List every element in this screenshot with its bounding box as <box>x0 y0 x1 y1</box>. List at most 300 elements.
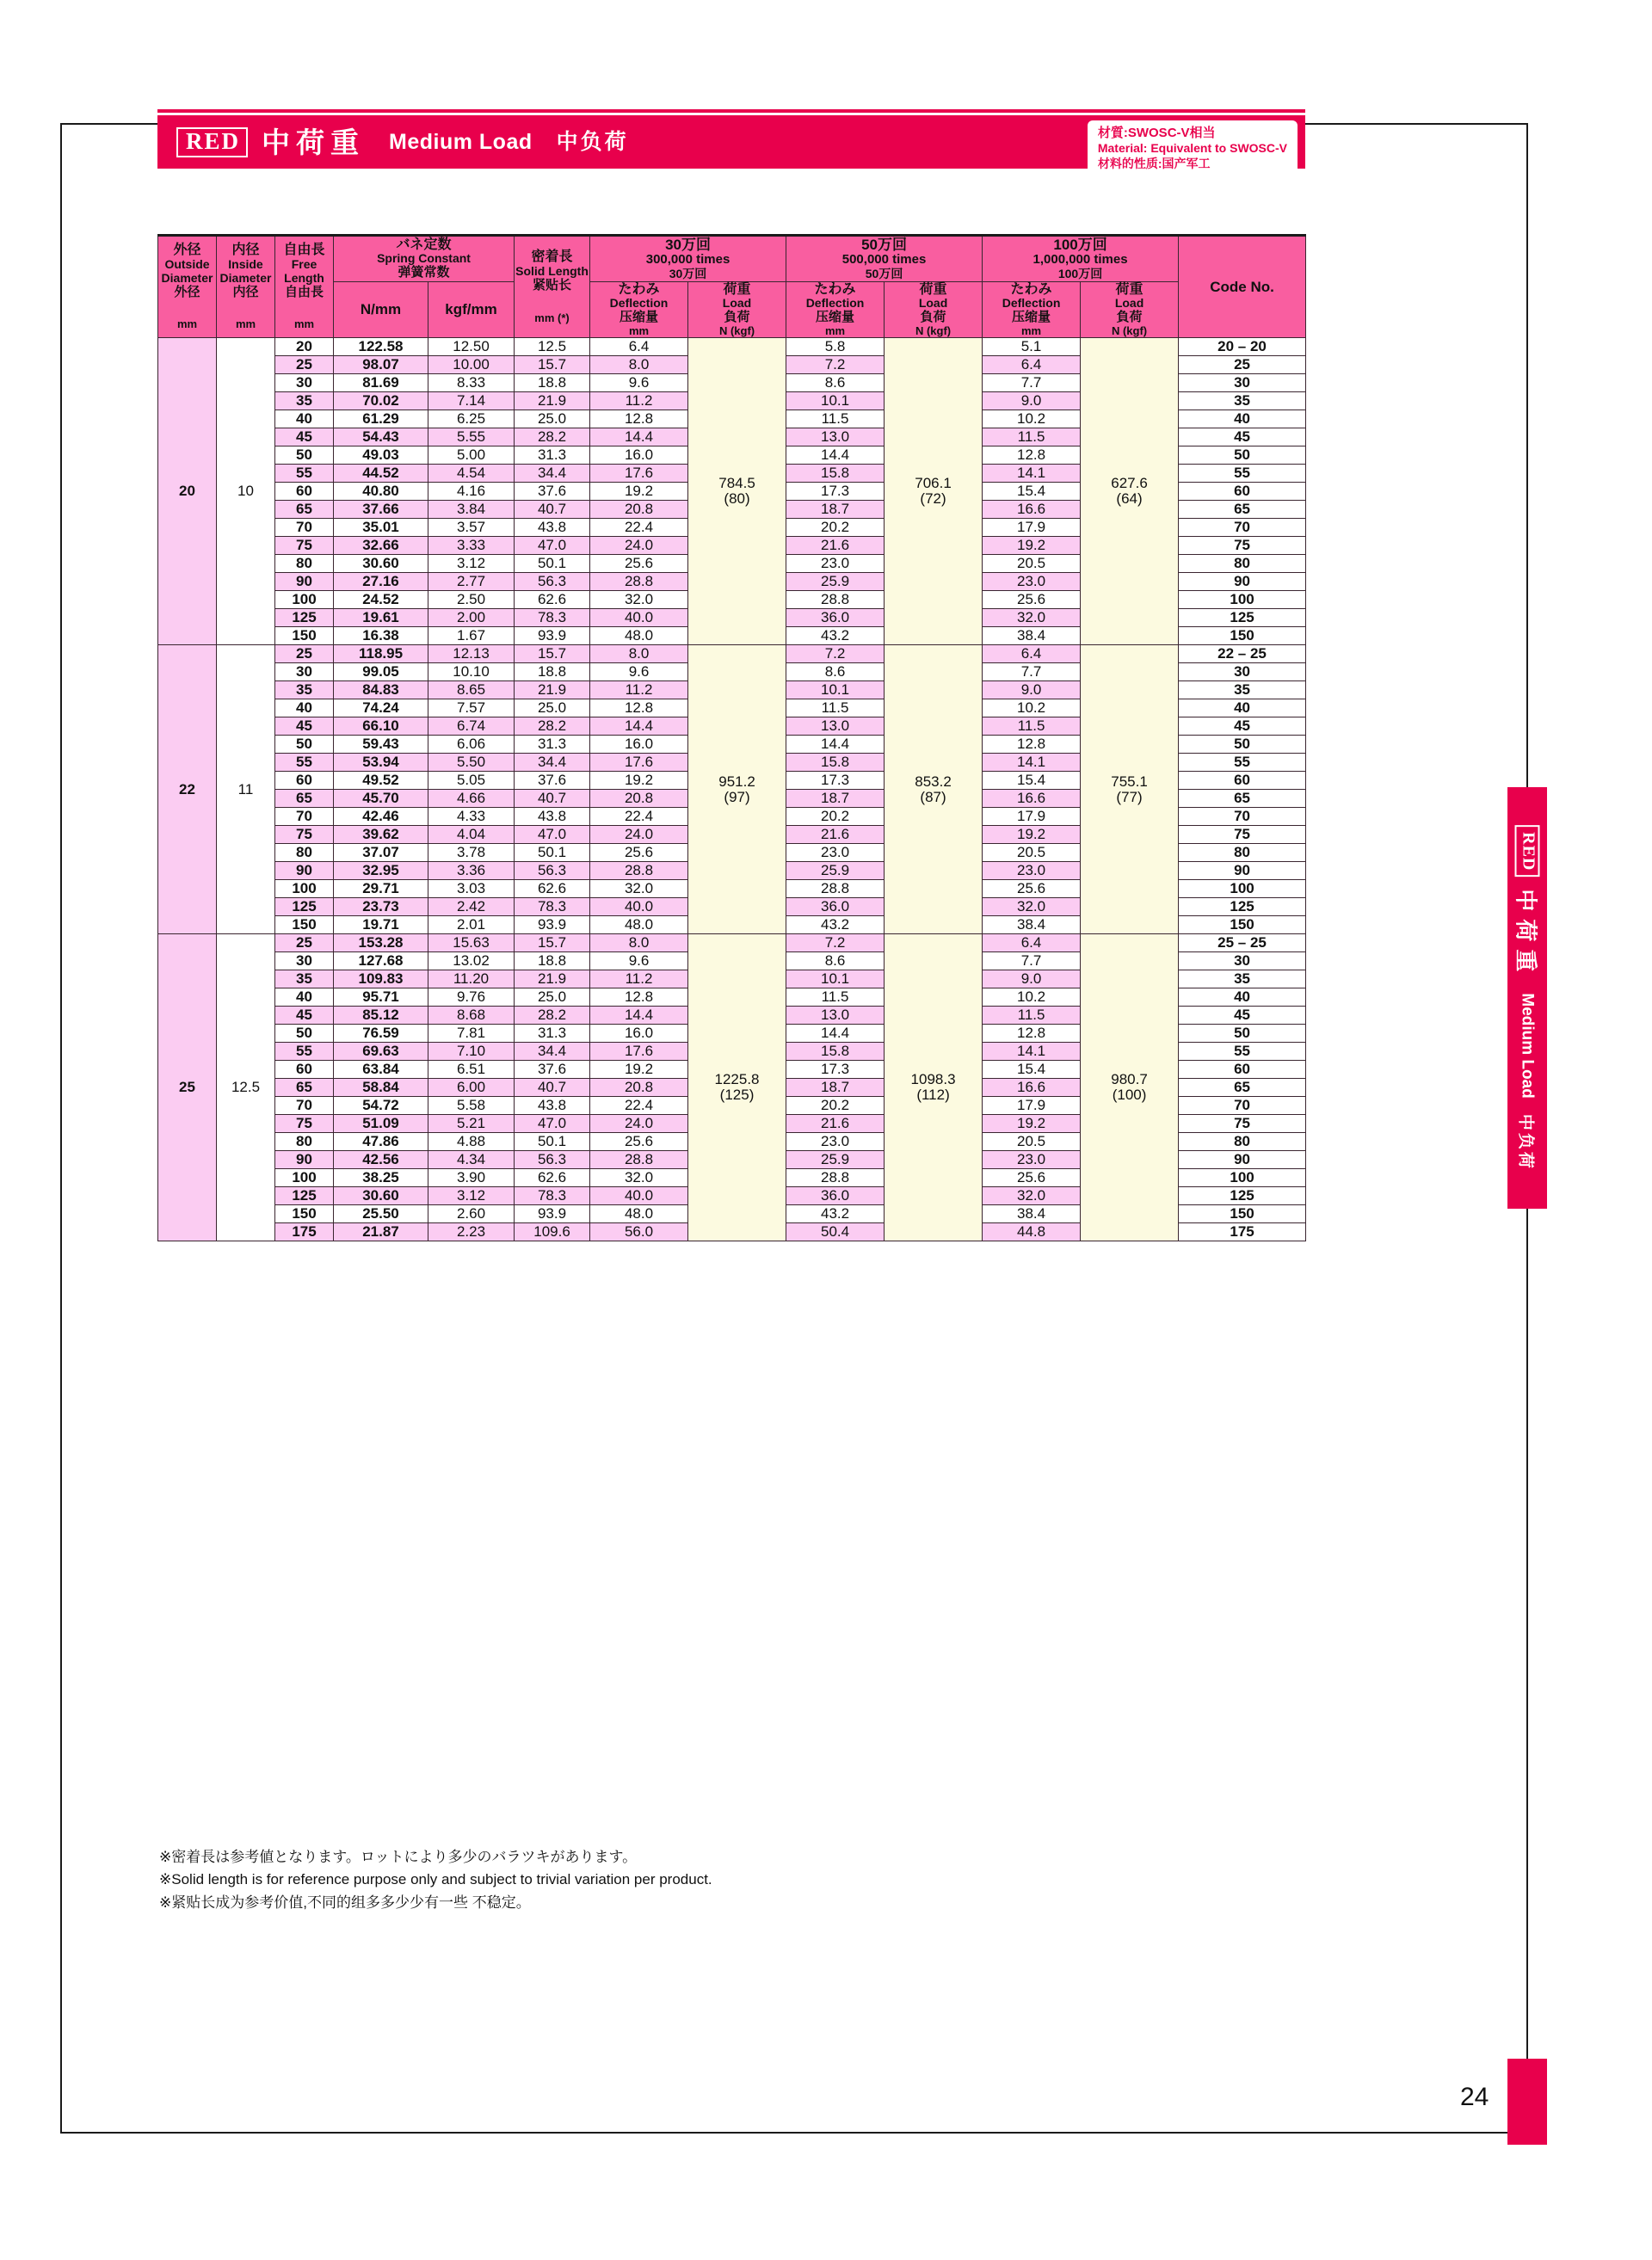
cell-code-no: 75 <box>1179 537 1306 555</box>
cell-spring-constant-n: 42.46 <box>334 808 428 826</box>
cell-free-length: 60 <box>275 483 334 501</box>
cell-code-no: 90 <box>1179 573 1306 591</box>
cell-deflection-500k: 10.1 <box>786 392 885 410</box>
side-tab-title-cn: 中负荷 <box>1516 1113 1535 1171</box>
cell-inside-diameter: 12.5 <box>217 934 275 1241</box>
cell-deflection-500k: 21.6 <box>786 826 885 844</box>
cell-deflection-1000k: 25.6 <box>983 880 1081 898</box>
cell-deflection-1000k: 32.0 <box>983 609 1081 627</box>
cell-spring-constant-kgf: 3.78 <box>428 844 515 862</box>
cell-free-length: 40 <box>275 988 334 1007</box>
cell-spring-constant-n: 16.38 <box>334 627 428 645</box>
cell-spring-constant-kgf: 3.36 <box>428 862 515 880</box>
sc-en: Spring Constant <box>377 251 471 266</box>
cell-spring-constant-kgf: 8.65 <box>428 681 515 699</box>
cell-deflection-500k: 36.0 <box>786 1187 885 1205</box>
c1000-en: 1,000,000 times <box>1032 252 1128 268</box>
cell-solid-length: 50.1 <box>515 844 590 862</box>
cell-free-length: 50 <box>275 1025 334 1043</box>
cell-deflection-300k: 14.4 <box>590 1007 688 1025</box>
cell-solid-length: 47.0 <box>515 1115 590 1133</box>
cell-solid-length: 25.0 <box>515 410 590 428</box>
cell-deflection-1000k: 23.0 <box>983 1151 1081 1169</box>
cell-deflection-500k: 10.1 <box>786 970 885 988</box>
cell-free-length: 100 <box>275 880 334 898</box>
cell-code-no: 125 <box>1179 609 1306 627</box>
cell-code-no: 75 <box>1179 826 1306 844</box>
cell-free-length: 150 <box>275 627 334 645</box>
cell-spring-constant-kgf: 4.66 <box>428 790 515 808</box>
cell-spring-constant-kgf: 5.05 <box>428 772 515 790</box>
cell-solid-length: 40.7 <box>515 501 590 519</box>
cell-spring-constant-n: 81.69 <box>334 374 428 392</box>
fl-cn: 自由長 <box>284 284 324 299</box>
cell-deflection-300k: 17.6 <box>590 754 688 772</box>
cell-deflection-500k: 11.5 <box>786 410 885 428</box>
cell-free-length: 80 <box>275 844 334 862</box>
cell-code-no: 45 <box>1179 1007 1306 1025</box>
cell-deflection-1000k: 14.1 <box>983 465 1081 483</box>
cell-code-no: 35 <box>1179 392 1306 410</box>
cell-solid-length: 56.3 <box>515 862 590 880</box>
c300-jp: 30万回 <box>665 237 711 253</box>
cell-spring-constant-kgf: 8.68 <box>428 1007 515 1025</box>
cell-solid-length: 78.3 <box>515 609 590 627</box>
cell-deflection-1000k: 15.4 <box>983 772 1081 790</box>
cell-free-length: 80 <box>275 555 334 573</box>
cell-deflection-1000k: 7.7 <box>983 374 1081 392</box>
col-deflection-500k: たわみ Deflection 压缩量 mm <box>786 281 885 338</box>
cell-code-no: 125 <box>1179 898 1306 916</box>
cell-free-length: 50 <box>275 736 334 754</box>
c300-en: 300,000 times <box>645 252 730 268</box>
cell-spring-constant-kgf: 5.50 <box>428 754 515 772</box>
cell-spring-constant-n: 66.10 <box>334 717 428 736</box>
cell-deflection-500k: 25.9 <box>786 1151 885 1169</box>
cell-deflection-300k: 11.2 <box>590 970 688 988</box>
cell-deflection-500k: 7.2 <box>786 934 885 952</box>
banner-title-cn: 中负荷 <box>556 129 629 154</box>
cell-outside-diameter: 25 <box>158 934 217 1241</box>
cell-code-no: 60 <box>1179 483 1306 501</box>
cell-spring-constant-kgf: 2.23 <box>428 1223 515 1241</box>
cell-deflection-500k: 13.0 <box>786 1007 885 1025</box>
cell-free-length: 90 <box>275 1151 334 1169</box>
cell-spring-constant-kgf: 5.21 <box>428 1115 515 1133</box>
cell-solid-length: 78.3 <box>515 1187 590 1205</box>
cell-load-1000k: 755.1 (77) <box>1081 645 1179 934</box>
cell-deflection-500k: 18.7 <box>786 501 885 519</box>
cell-spring-constant-n: 54.43 <box>334 428 428 446</box>
cell-spring-constant-n: 19.71 <box>334 916 428 934</box>
cell-code-no: 100 <box>1179 880 1306 898</box>
cell-inside-diameter: 10 <box>217 338 275 645</box>
cell-deflection-300k: 19.2 <box>590 1061 688 1079</box>
cell-spring-constant-kgf: 11.20 <box>428 970 515 988</box>
cell-solid-length: 50.1 <box>515 555 590 573</box>
cell-code-no: 55 <box>1179 1043 1306 1061</box>
cell-solid-length: 43.8 <box>515 1097 590 1115</box>
cell-spring-constant-n: 95.71 <box>334 988 428 1007</box>
cell-code-no: 40 <box>1179 410 1306 428</box>
cell-solid-length: 47.0 <box>515 537 590 555</box>
cell-free-length: 25 <box>275 356 334 374</box>
cell-deflection-500k: 15.8 <box>786 465 885 483</box>
col-cycles-300k <box>590 236 786 282</box>
cell-deflection-500k: 23.0 <box>786 1133 885 1151</box>
cell-spring-constant-n: 19.61 <box>334 609 428 627</box>
c300-cn: 30万回 <box>669 266 707 280</box>
cell-spring-constant-n: 118.95 <box>334 645 428 663</box>
cell-solid-length: 25.0 <box>515 988 590 1007</box>
cell-spring-constant-n: 42.56 <box>334 1151 428 1169</box>
cell-solid-length: 93.9 <box>515 627 590 645</box>
cell-free-length: 90 <box>275 573 334 591</box>
cell-deflection-300k: 9.6 <box>590 952 688 970</box>
cell-spring-constant-n: 51.09 <box>334 1115 428 1133</box>
footnotes <box>159 1846 712 1914</box>
cell-spring-constant-kgf: 7.10 <box>428 1043 515 1061</box>
cell-spring-constant-n: 25.50 <box>334 1205 428 1223</box>
cell-spring-constant-n: 49.52 <box>334 772 428 790</box>
cell-spring-constant-n: 59.43 <box>334 736 428 754</box>
cell-code-no: 100 <box>1179 591 1306 609</box>
spec-table-body <box>158 338 1306 1241</box>
cell-deflection-1000k: 11.5 <box>983 717 1081 736</box>
cell-deflection-500k: 8.6 <box>786 952 885 970</box>
cell-spring-constant-n: 61.29 <box>334 410 428 428</box>
cell-spring-constant-n: 39.62 <box>334 826 428 844</box>
sc-cn: 弹簧常数 <box>398 265 450 280</box>
cell-free-length: 70 <box>275 1097 334 1115</box>
cell-deflection-300k: 40.0 <box>590 609 688 627</box>
cell-spring-constant-n: 32.66 <box>334 537 428 555</box>
cell-deflection-300k: 24.0 <box>590 537 688 555</box>
cell-deflection-300k: 17.6 <box>590 465 688 483</box>
cell-spring-constant-kgf: 4.04 <box>428 826 515 844</box>
cell-deflection-300k: 40.0 <box>590 898 688 916</box>
cell-free-length: 35 <box>275 970 334 988</box>
cell-deflection-500k: 20.2 <box>786 808 885 826</box>
cell-deflection-1000k: 23.0 <box>983 862 1081 880</box>
cell-solid-length: 56.3 <box>515 573 590 591</box>
cell-code-no: 30 <box>1179 374 1306 392</box>
cell-deflection-300k: 12.8 <box>590 410 688 428</box>
cell-code-no: 65 <box>1179 790 1306 808</box>
cell-code-no: 90 <box>1179 862 1306 880</box>
cell-spring-constant-n: 127.68 <box>334 952 428 970</box>
cell-deflection-500k: 50.4 <box>786 1223 885 1241</box>
cell-solid-length: 43.8 <box>515 808 590 826</box>
cell-deflection-1000k: 12.8 <box>983 446 1081 465</box>
cell-load-500k: 1098.3 (112) <box>885 934 983 1241</box>
cell-spring-constant-n: 29.71 <box>334 880 428 898</box>
cell-spring-constant-n: 38.25 <box>334 1169 428 1187</box>
col-inside-diameter <box>217 236 275 338</box>
cell-deflection-300k: 20.8 <box>590 1079 688 1097</box>
cell-spring-constant-n: 30.60 <box>334 555 428 573</box>
cell-free-length: 65 <box>275 501 334 519</box>
cell-deflection-1000k: 6.4 <box>983 645 1081 663</box>
cell-spring-constant-n: 76.59 <box>334 1025 428 1043</box>
spring-spec-table <box>157 234 1306 1241</box>
cell-spring-constant-kgf: 9.76 <box>428 988 515 1007</box>
cell-deflection-500k: 8.6 <box>786 374 885 392</box>
cell-solid-length: 50.1 <box>515 1133 590 1151</box>
cell-solid-length: 15.7 <box>515 645 590 663</box>
cell-solid-length: 28.2 <box>515 717 590 736</box>
cell-code-no: 80 <box>1179 1133 1306 1151</box>
cell-free-length: 45 <box>275 428 334 446</box>
cell-spring-constant-n: 44.52 <box>334 465 428 483</box>
cell-deflection-300k: 9.6 <box>590 374 688 392</box>
cell-deflection-300k: 28.8 <box>590 573 688 591</box>
cell-deflection-300k: 14.4 <box>590 717 688 736</box>
cell-code-no: 30 <box>1179 663 1306 681</box>
cell-free-length: 80 <box>275 1133 334 1151</box>
material-en: Material: Equivalent to SWOSC-V <box>1097 141 1287 156</box>
cell-deflection-1000k: 20.5 <box>983 844 1081 862</box>
cell-code-no: 175 <box>1179 1223 1306 1241</box>
od-en: Outside Diameter <box>161 257 213 285</box>
cell-free-length: 55 <box>275 465 334 483</box>
cell-spring-constant-kgf: 10.00 <box>428 356 515 374</box>
cell-load-500k: 853.2 (87) <box>885 645 983 934</box>
cell-free-length: 55 <box>275 754 334 772</box>
cell-deflection-500k: 13.0 <box>786 717 885 736</box>
cell-free-length: 20 <box>275 338 334 356</box>
cell-spring-constant-n: 153.28 <box>334 934 428 952</box>
cell-deflection-1000k: 38.4 <box>983 627 1081 645</box>
cell-spring-constant-kgf: 2.50 <box>428 591 515 609</box>
cell-deflection-500k: 17.3 <box>786 483 885 501</box>
cell-deflection-500k: 43.2 <box>786 916 885 934</box>
cell-free-length: 175 <box>275 1223 334 1241</box>
cell-deflection-500k: 43.2 <box>786 627 885 645</box>
cell-deflection-1000k: 38.4 <box>983 1205 1081 1223</box>
cell-solid-length: 18.8 <box>515 374 590 392</box>
cell-solid-length: 93.9 <box>515 1205 590 1223</box>
cell-deflection-500k: 7.2 <box>786 645 885 663</box>
cell-spring-constant-n: 35.01 <box>334 519 428 537</box>
od-jp: 外径 <box>173 243 201 258</box>
cell-free-length: 70 <box>275 808 334 826</box>
cell-deflection-1000k: 14.1 <box>983 1043 1081 1061</box>
banner-top-rule <box>157 109 1305 113</box>
col-deflection-1000k: たわみ Deflection 压缩量 mm <box>983 281 1081 338</box>
cell-deflection-300k: 8.0 <box>590 934 688 952</box>
cell-deflection-300k: 6.4 <box>590 338 688 356</box>
cell-spring-constant-kgf: 6.74 <box>428 717 515 736</box>
cell-code-no: 30 <box>1179 952 1306 970</box>
cell-deflection-300k: 14.4 <box>590 428 688 446</box>
cell-free-length: 40 <box>275 699 334 717</box>
cell-code-no: 50 <box>1179 1025 1306 1043</box>
fl-unit: mm <box>293 317 315 331</box>
c500-en: 500,000 times <box>841 252 927 268</box>
cell-spring-constant-n: 37.66 <box>334 501 428 519</box>
cell-load-1000k: 627.6 (64) <box>1081 338 1179 645</box>
material-callout <box>1088 120 1298 177</box>
cell-spring-constant-kgf: 6.06 <box>428 736 515 754</box>
cell-deflection-1000k: 20.5 <box>983 555 1081 573</box>
cell-spring-constant-n: 122.58 <box>334 338 428 356</box>
cell-code-no: 20 – 20 <box>1179 338 1306 356</box>
cell-deflection-1000k: 23.0 <box>983 573 1081 591</box>
col-spring-constant <box>334 236 515 282</box>
side-tab-badge: RED <box>1515 825 1540 877</box>
cell-deflection-300k: 28.8 <box>590 1151 688 1169</box>
cell-spring-constant-n: 99.05 <box>334 663 428 681</box>
cell-deflection-1000k: 38.4 <box>983 916 1081 934</box>
cell-spring-constant-kgf: 5.00 <box>428 446 515 465</box>
cell-solid-length: 40.7 <box>515 1079 590 1097</box>
od-unit: mm <box>176 317 198 331</box>
cell-spring-constant-n: 85.12 <box>334 1007 428 1025</box>
cell-deflection-500k: 36.0 <box>786 898 885 916</box>
cell-deflection-1000k: 9.0 <box>983 681 1081 699</box>
cell-spring-constant-n: 47.86 <box>334 1133 428 1151</box>
sl-cn: 紧贴长 <box>533 277 572 293</box>
cell-deflection-1000k: 15.4 <box>983 483 1081 501</box>
cell-spring-constant-kgf: 12.50 <box>428 338 515 356</box>
cell-deflection-300k: 20.8 <box>590 501 688 519</box>
cell-free-length: 35 <box>275 392 334 410</box>
cell-deflection-300k: 25.6 <box>590 555 688 573</box>
cell-deflection-300k: 12.8 <box>590 699 688 717</box>
cell-spring-constant-n: 84.83 <box>334 681 428 699</box>
cell-code-no: 35 <box>1179 681 1306 699</box>
sl-en: Solid Length <box>515 264 589 279</box>
cell-deflection-1000k: 32.0 <box>983 898 1081 916</box>
cell-free-length: 150 <box>275 1205 334 1223</box>
cell-solid-length: 37.6 <box>515 1061 590 1079</box>
cell-load-500k: 706.1 (72) <box>885 338 983 645</box>
cell-code-no: 55 <box>1179 754 1306 772</box>
cell-deflection-300k: 8.0 <box>590 356 688 374</box>
cell-free-length: 45 <box>275 1007 334 1025</box>
table-row <box>158 645 1306 663</box>
cell-solid-length: 56.3 <box>515 1151 590 1169</box>
cell-spring-constant-kgf: 6.00 <box>428 1079 515 1097</box>
material-cn: 材料的性质:国产军工 <box>1097 157 1211 171</box>
sl-jp: 密着長 <box>531 249 573 265</box>
cell-spring-constant-kgf: 6.51 <box>428 1061 515 1079</box>
cell-solid-length: 18.8 <box>515 952 590 970</box>
cell-spring-constant-kgf: 2.42 <box>428 898 515 916</box>
col-load-300k: 荷重 Load 負荷 N (kgf) <box>688 281 786 338</box>
cell-free-length: 70 <box>275 519 334 537</box>
cell-deflection-1000k: 20.5 <box>983 1133 1081 1151</box>
cell-code-no: 25 <box>1179 356 1306 374</box>
cell-spring-constant-n: 74.24 <box>334 699 428 717</box>
col-free-length <box>275 236 334 338</box>
cell-deflection-300k: 24.0 <box>590 826 688 844</box>
cell-deflection-1000k: 44.8 <box>983 1223 1081 1241</box>
cell-deflection-500k: 28.8 <box>786 591 885 609</box>
cell-deflection-500k: 28.8 <box>786 880 885 898</box>
footnote-en: ※Solid length is for reference purpose only and subject to trivial variation per product. <box>159 1871 712 1888</box>
cell-deflection-500k: 11.5 <box>786 699 885 717</box>
cell-deflection-500k: 21.6 <box>786 1115 885 1133</box>
cell-spring-constant-n: 40.80 <box>334 483 428 501</box>
cell-solid-length: 15.7 <box>515 356 590 374</box>
cell-deflection-300k: 28.8 <box>590 862 688 880</box>
cell-deflection-300k: 8.0 <box>590 645 688 663</box>
cell-spring-constant-kgf: 3.57 <box>428 519 515 537</box>
cell-deflection-500k: 17.3 <box>786 1061 885 1079</box>
cell-solid-length: 25.0 <box>515 699 590 717</box>
footnote-cn: ※紧贴长成为参考价值,不同的组多多少少有一些 不稳定。 <box>159 1894 531 1911</box>
cell-free-length: 25 <box>275 934 334 952</box>
cell-solid-length: 31.3 <box>515 736 590 754</box>
cell-deflection-1000k: 17.9 <box>983 1097 1081 1115</box>
cell-spring-constant-kgf: 3.12 <box>428 1187 515 1205</box>
cell-code-no: 70 <box>1179 1097 1306 1115</box>
cell-deflection-300k: 22.4 <box>590 1097 688 1115</box>
cell-deflection-300k: 40.0 <box>590 1187 688 1205</box>
cell-deflection-1000k: 7.7 <box>983 663 1081 681</box>
cell-deflection-300k: 48.0 <box>590 627 688 645</box>
cell-spring-constant-kgf: 5.58 <box>428 1097 515 1115</box>
cell-code-no: 60 <box>1179 1061 1306 1079</box>
c500-cn: 50万回 <box>865 266 903 280</box>
cell-spring-constant-kgf: 3.90 <box>428 1169 515 1187</box>
cell-deflection-1000k: 19.2 <box>983 537 1081 555</box>
cell-free-length: 75 <box>275 537 334 555</box>
cell-spring-constant-kgf: 3.03 <box>428 880 515 898</box>
col-cycles-500k <box>786 236 983 282</box>
cell-deflection-1000k: 32.0 <box>983 1187 1081 1205</box>
cell-code-no: 65 <box>1179 1079 1306 1097</box>
cell-spring-constant-n: 53.94 <box>334 754 428 772</box>
cell-deflection-1000k: 6.4 <box>983 356 1081 374</box>
cell-spring-constant-kgf: 4.88 <box>428 1133 515 1151</box>
table-row <box>158 934 1306 952</box>
cell-spring-constant-kgf: 6.25 <box>428 410 515 428</box>
section-banner <box>157 109 1305 169</box>
cell-spring-constant-kgf: 3.12 <box>428 555 515 573</box>
cell-code-no: 25 – 25 <box>1179 934 1306 952</box>
cell-inside-diameter: 11 <box>217 645 275 934</box>
cell-code-no: 80 <box>1179 844 1306 862</box>
cell-free-length: 75 <box>275 826 334 844</box>
cell-spring-constant-kgf: 7.81 <box>428 1025 515 1043</box>
cell-free-length: 50 <box>275 446 334 465</box>
cell-deflection-1000k: 7.7 <box>983 952 1081 970</box>
cell-code-no: 150 <box>1179 627 1306 645</box>
cell-free-length: 55 <box>275 1043 334 1061</box>
cell-spring-constant-kgf: 15.63 <box>428 934 515 952</box>
cell-deflection-300k: 25.6 <box>590 1133 688 1151</box>
cell-solid-length: 109.6 <box>515 1223 590 1241</box>
cell-solid-length: 28.2 <box>515 1007 590 1025</box>
cell-deflection-1000k: 17.9 <box>983 519 1081 537</box>
cell-deflection-300k: 32.0 <box>590 591 688 609</box>
cell-deflection-300k: 19.2 <box>590 483 688 501</box>
cell-deflection-1000k: 17.9 <box>983 808 1081 826</box>
cell-spring-constant-n: 45.70 <box>334 790 428 808</box>
cell-deflection-1000k: 15.4 <box>983 1061 1081 1079</box>
cell-load-300k: 784.5 (80) <box>688 338 786 645</box>
cell-deflection-300k: 56.0 <box>590 1223 688 1241</box>
cell-deflection-300k: 12.8 <box>590 988 688 1007</box>
cell-spring-constant-kgf: 3.84 <box>428 501 515 519</box>
cell-spring-constant-n: 69.63 <box>334 1043 428 1061</box>
cell-deflection-500k: 14.4 <box>786 1025 885 1043</box>
side-tab-title-jp: 中荷重 <box>1513 889 1539 980</box>
cell-spring-constant-kgf: 1.67 <box>428 627 515 645</box>
